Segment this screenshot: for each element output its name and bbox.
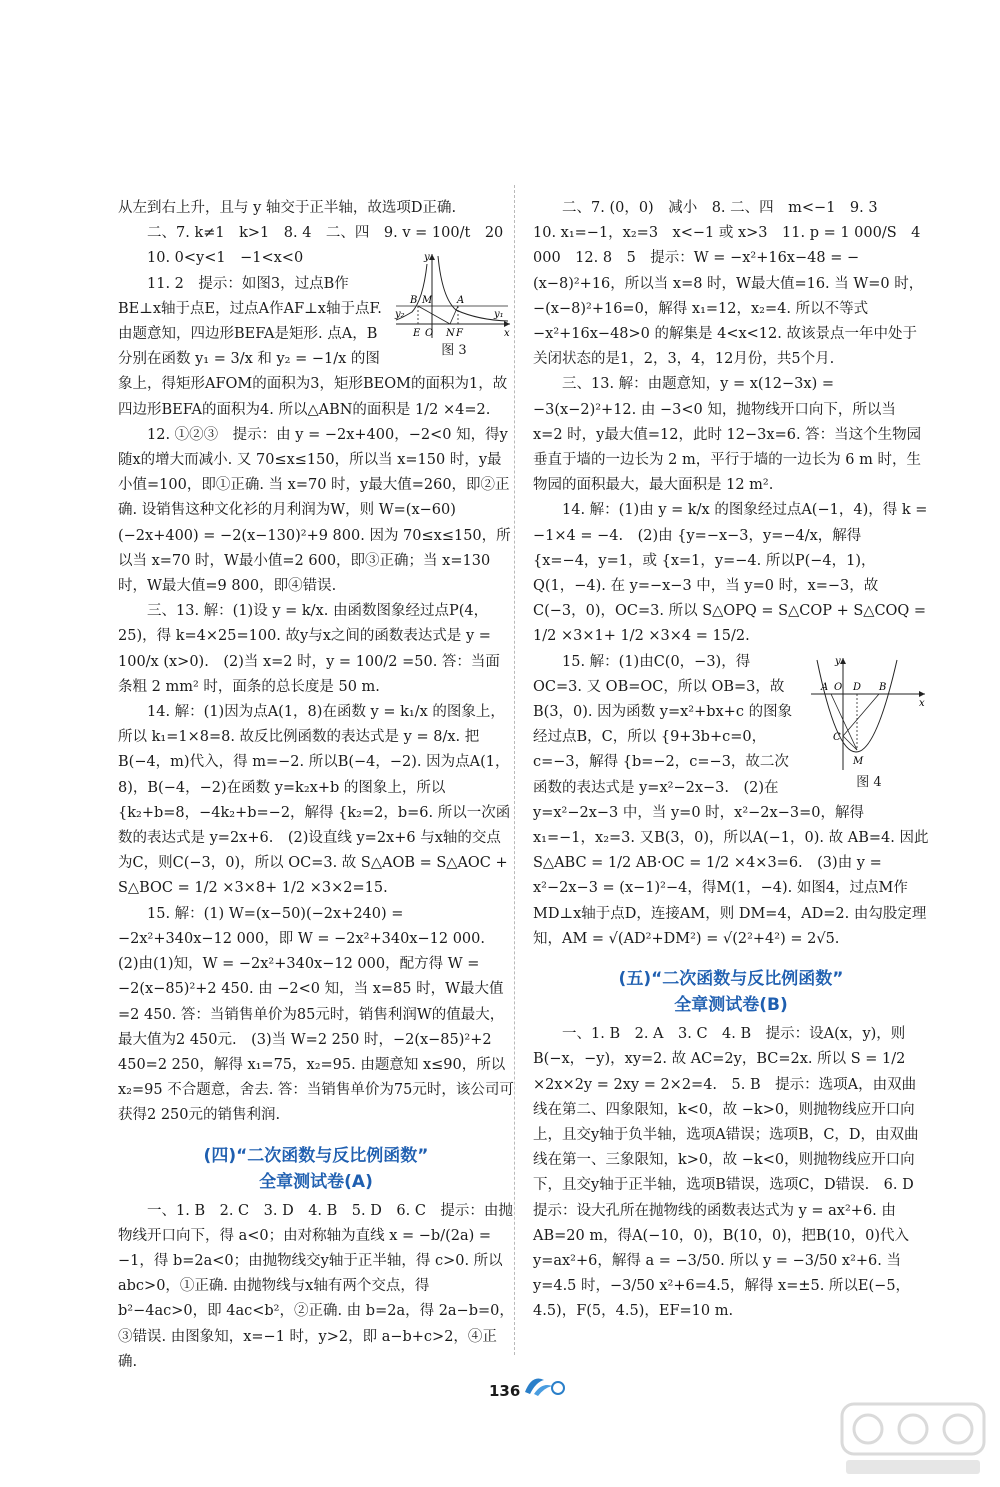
fig4-label: y: [835, 655, 841, 667]
paragraph: 一、1. B 2. C 3. D 4. B 5. D 6. C 提示：由抛物线开口向下，得 a<0；由对称轴为直线 x = −b/(2a) = −1，得 b=2a<0；由抛物线交y轴于正半轴，得 c>0. 所以 abc>0，①正确. 由抛物线与x轴有两个交点，得 b²−4ac>0，即 4ac<b²，②正确. 由 b=2a，得 2a−b=0，③错误. 由图象知，x=−1 时，y>2，即 a−b+c>2，④正确.: [118, 1202, 514, 1370]
paragraph: 15. 解：(1) W=(x−50)(−2x+240) = −2x²+340x−12 000，即 W = −2x²+340x−12 000. (2)由(1)知，W = −2x²+340x−12 000，配方得 W = −2(x−85)²+2 450. 由 −2<0 知，当 x=85 时，W最大值=2 450. 答：当销售单价为85元时，销售利润W的值最大，最大值为2 450元. (3)当 W=2 250 时，−2(x−85)²+2 450=2 250，解得 x₁=75，x₂=95. 由题意知 x≤90，所以 x₂=95 不合题意，舍去. 答：当销售单价为75元时，该公司可获得2 250元的销售利润.: [118, 905, 514, 1124]
paragraph: 二、7. (0，0) 减小 8. 二、四 m<−1 9. 3: [562, 200, 878, 216]
paragraph: 15. 解：(1)由C(0，−3)，得 OC=3. 又 OB=OC，所以 OB=3，故B(3，0). 因为函数 y=x²+bx+c 的图象经过点B，C，所以 {9+3b+c=0，c=−3，解得 {b=−2，c=−3，故二次函数的表达式是 y=x²−2x−3. (2)在 y=x²−2x−3 中，当 y=0 时，x²−2x−3=0，解得 x₁=−1，x₂=3. 又B(3，0)，所以A(−1，0). 故 AB=4. 因此 S△ABC = 1/2 AB·OC = 1/2 ×4×3=6. (3)由 y = x²−2x−3 = (x−1)²−4，得M(1，−4). 如图4，过点M作MD⊥x轴于点D，连接AM，则 DM=4，AD=2. 由勾股定理知，AM = √(AD²+DM²) = √(2²+4²) = 2√5.: [533, 653, 929, 947]
left-column: [118, 196, 514, 1375]
fig4-label: B: [879, 681, 887, 693]
parabola-diagram: [809, 654, 929, 774]
section-title-line: 全章测试卷(A): [259, 1171, 373, 1192]
right-column: [533, 196, 929, 1325]
section-title-line: 全章测试卷(B): [674, 995, 788, 1016]
watermark-logo: [838, 1400, 988, 1480]
section-title-line: (四)“二次函数与反比例函数”: [203, 1145, 429, 1166]
fig3-label: y₁: [494, 309, 504, 321]
paragraph: 10. 0<y<1 −1<x<0: [147, 250, 304, 267]
figure-caption: 图 3: [441, 343, 467, 359]
fig3-label: B: [410, 295, 418, 307]
figure-4: [809, 654, 929, 792]
hyperbola-diagram: [394, 250, 514, 342]
fig3-label: y: [424, 252, 430, 264]
figure-caption: 图 4: [856, 774, 882, 790]
fig3-label: y₂: [395, 309, 405, 321]
fig3-label: A: [457, 295, 465, 307]
fig4-label: M: [853, 755, 864, 767]
paragraph: 14. 解：(1)因为点A(1，8)在函数 y = k₁/x 的图象上，所以 k₁=1×8=8. 故反比例函数的表达式是 y = 8/x. 把B(−4，m)代入，得 m=−2. 所以B(−4，−2). 因为点A(1，8)，B(−4，−2)在函数 y=k₂x+b 的图象上，所以 {k₂+b=8，−4k₂+b=−2，解得 {k₂=2，b=6. 所以一次函数的表达式是 y=2x+6. (2)设直线 y=2x+6 与x轴的交点为C，则C(−3，0)，所以 OC=3. 故 S△AOB = S△AOC + S△BOC = 1/2 ×3×8+ 1/2 ×3×2=15.: [118, 704, 511, 897]
fig4-label: A: [821, 681, 829, 693]
section-title: [533, 966, 929, 1018]
figure-3: [394, 250, 514, 360]
paragraph: 从左到右上升，且与 y 轴交于正半轴，故选项D正确.: [118, 200, 457, 216]
paragraph: 二、7. k≠1 k>1 8. 4 二、四 9. v = 100/t 20: [147, 225, 504, 242]
paragraph: 三、13. 解：由题意知，y = x(12−3x) = −3(x−2)²+12. 由 −3<0 知，抛物线开口向下，所以当 x=2 时，y最大值=12，此时 12−3x=6. 答：当这个生物园垂直于墙的一边长为 2 m，平行于墙的一边长为 6 m 时，生物园的面积最大，最大面积是 12 m².: [533, 376, 922, 494]
fig4-label: D: [853, 681, 862, 693]
fig3-label: E: [413, 328, 421, 340]
paragraph: 14. 解：(1)由 y = k/x 的图象经过点A(−1，4)，得 k = −1×4 = −4. (2)由 {y=−x−3，y=−4/x，解得 {x=−4，y=1，或 {x=1，y=−4. 所以P(−4，1)，Q(1，−4). 在 y=−x−3 中，当 y=0 时，x=−3，故C(−3，0)，OC=3. 所以 S△OPQ = S△COP + S△COQ = 1/2 ×3×1+ 1/2 ×3×4 = 15/2.: [533, 502, 928, 645]
paragraph: 12. ①②③ 提示：由 y = −2x+400，−2<0 知，得y随x的增大而减小. 又 70≤x≤150，所以当 x=150 时，y最小值=100，即①正确. 当 x=70 时，y最大值=260，即②正确. 设销售这种文化衫的月利润为W，则 W=(x−60)(−2x+400) = −2(x−130)²+9 800. 因为 70≤x≤150，所以当 x=70 时，W最小值=2 600，即③正确；当 x=130 时，W最大值=9 800，即④错误.: [118, 426, 511, 595]
fig3-label: x: [504, 328, 510, 340]
section-title-line: (五)“二次函数与反比例函数”: [618, 969, 844, 990]
column-divider: [514, 185, 515, 1355]
fig4-label: C: [833, 731, 841, 743]
leaf-logo-icon: [522, 1372, 568, 1402]
paragraph: 11. 2 提示：如图3，过点B作BE⊥x轴于点E，过点A作AF⊥x轴于点F. 由题意知，四边形BEFA是矩形. 点A，B分别在函数 y₁ = 3/x 和 y₂ = −1/x 的图象上，得矩形AFOM的面积为3，矩形BEOM的面积为1，故四边形BEFA的面积为4. 所以△ABN的面积是 1/2 ×4=2.: [118, 275, 508, 418]
paragraph: 三、13. 解：(1)设 y = k/x. 由函数图象经过点P(4，25)，得 k=4×25=100. 故y与x之间的函数表达式是 y = 100/x (x>0). (2)当 x=2 时，y = 100/2 =50. 答：当面条粗 2 mm² 时，面条的总长度是 50 m.: [118, 603, 500, 695]
fig3-label: M: [422, 295, 433, 307]
fig3-label: N: [446, 328, 455, 340]
fig4-label: x: [919, 697, 925, 709]
paragraph: 10. x₁=−1，x₂=3 x<−1 或 x>3 11. p = 1 000/S 4 000 12. 8 5 提示：W = −x²+16x−48 = −(x−8)²+16，所以当 x=8 时，W最大值=16. 当 W=0 时，−(x−8)²+16=0，解得 x₁=12，x₂=4. 所以不等式 −x²+16x−48>0 的解集是 4<x<12. 故该景点一年中处于关闭状态的是1，2，3，4，12月份，共5个月.: [533, 225, 924, 368]
page-number: 136: [489, 1382, 521, 1400]
paragraph: 一、1. B 2. A 3. C 4. B 提示：设A(x，y)，则B(−x，−y)，xy=2. 故 AC=2y，BC=2x. 所以 S = 1/2 ×2x×2y = 2xy = 2×2=4. 5. B 提示：选项A，由双曲线在第二、四象限知，k<0，故 −k>0，则抛物线应开口向上，且交y轴于负半轴，选项A错误；选项B，C，D，由双曲线在第一、三象限知，k>0，故 −k<0，则抛物线应开口向下，且交y轴于正半轴，选项B错误，选项C，D错误. 6. D 提示：设大孔所在抛物线的函数表达式为 y = ax²+6. 由 AB=20 m，得A(−10，0)，B(10，0)，把B(10，0)代入 y=ax²+6，解得 a = −3/50. 所以 y = −3/50 x²+6. 当 y=4.5 时，−3/50 x²+6=4.5，解得 x=±5. 所以E(−5，4.5)，F(5，4.5)，EF=10 m.: [533, 1026, 929, 1320]
fig4-label: O: [834, 681, 843, 693]
section-title: [118, 1143, 514, 1195]
fig3-label: O: [425, 328, 434, 340]
fig3-label: F: [456, 328, 463, 340]
